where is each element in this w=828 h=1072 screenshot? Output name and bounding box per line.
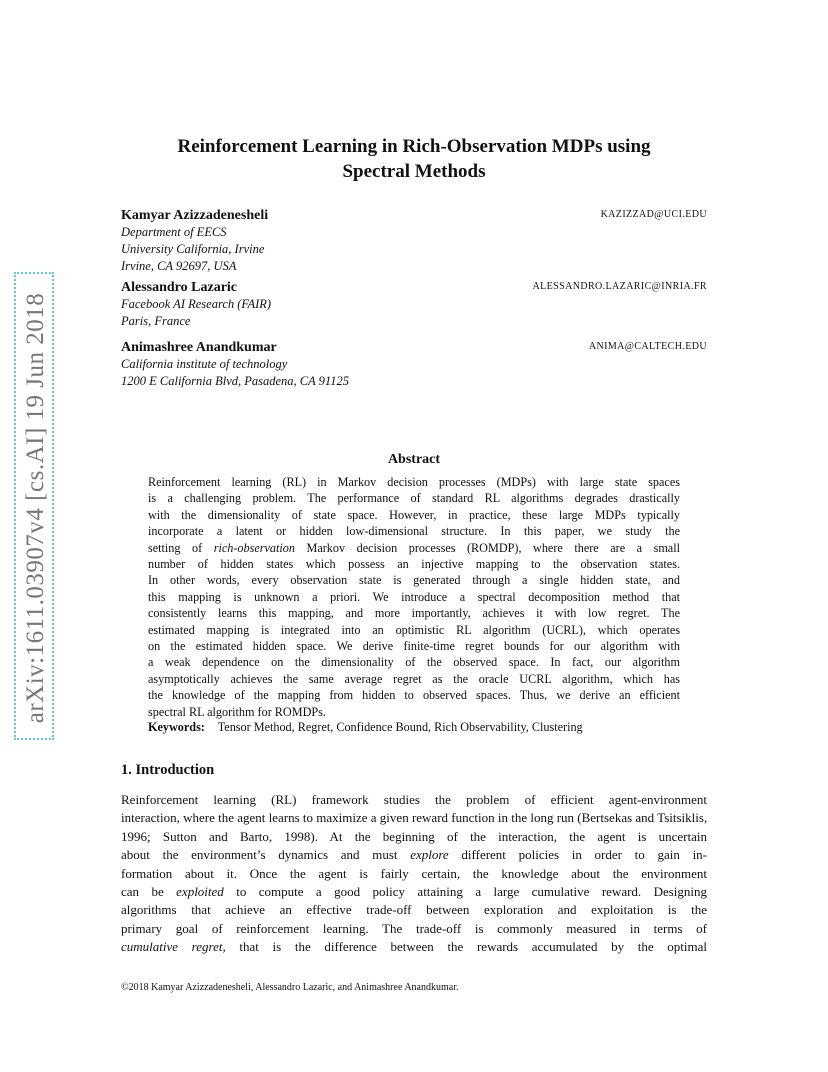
abstract-line: estimated mapping is integrated into an optimistic RL algorithm (UCRL), which operates [148, 622, 680, 637]
abstract-line: this mapping is unknown a priori. We introduce a spectral decomposition method that [148, 589, 680, 604]
intro-line [121, 846, 707, 864]
author-name: Kamyar Azizzadenesheli [121, 208, 269, 223]
author-affiliation-line: Irvine, CA 92697, USA [121, 259, 237, 273]
abstract-line: on the estimated hidden space. We derive finite-time regret bounds for our algorithm with [148, 639, 680, 654]
arxiv-identifier: arXiv:1611.03907v4 [cs.AI] 19 Jun 2018 [22, 292, 49, 724]
keywords-text: Tensor Method, Regret, Confidence Bound, Rich Observability, Clustering [217, 720, 583, 734]
intro-line [121, 938, 707, 956]
intro-text: , that is the difference between the rewards accumulated by the optimal [222, 939, 707, 955]
intro-body [121, 791, 707, 957]
title-line: Reinforcement Learning in Rich-Observation MDPs using [177, 136, 651, 157]
emphasis-text: exploited [176, 884, 224, 900]
abstract-line: the knowledge of the mapping from hidden to observed spaces. Thus, we derive an efficient [148, 688, 680, 703]
intro-line: interaction, where the agent learns to maximize a given reward function in the long run (Bertsekas and Tsitsiklis, [121, 810, 708, 826]
abstract-line: incorporate a latent or hidden low-dimensional structure. In this paper, we study the [148, 524, 680, 539]
intro-text: about the environment’s dynamics and must [121, 847, 398, 863]
author-name: Alessandro Lazaric [121, 280, 238, 295]
author-affiliation-line: California institute of technology [121, 357, 288, 371]
abstract-line: a weak dependence on the dimensionality of the observed space. In fact, our algorithm [148, 655, 680, 670]
keywords-label: Keywords: [148, 720, 205, 734]
abstract-line: In other words, every observation state is generated through a single hidden state, and [148, 573, 680, 588]
intro-line: formation about it. Once the agent is fairly certain, the knowledge about the environment [121, 865, 707, 881]
abstract-line: with the dimensionality of state space. However, in practice, these large MDPs typically [148, 507, 680, 522]
abstract-text: setting of [148, 540, 203, 555]
author-affiliation-line: Department of EECS [121, 225, 227, 239]
abstract-line: is a challenging problem. The performance of standard RL algorithms degrades drastically [148, 491, 680, 506]
intro-text: to compute a good policy attaining a large cumulative reward. Designing [236, 884, 708, 900]
author-affiliation-line: Facebook AI Research (FAIR) [121, 297, 272, 311]
author-email[interactable]: ALESSANDRO.LAZARIC@INRIA.FR [532, 281, 707, 292]
intro-line: 1996; Sutton and Barto, 1998). At the beginning of the interaction, the agent is uncertain [121, 828, 707, 844]
arxiv-stamp [14, 272, 54, 740]
abstract-line: consistently learns this mapping, and more importantly, achieves it with low regret. The [148, 606, 680, 621]
author-block [121, 279, 707, 330]
intro-line: algorithms that achieve an effective trade-off between exploration and exploitation is the [121, 902, 707, 918]
paper-title [100, 134, 728, 184]
abstract-line: spectral RL algorithm for ROMDPs. [148, 704, 326, 719]
intro-text: different policies in order to gain in- [461, 847, 708, 863]
author-block [121, 339, 707, 390]
abstract-line [148, 540, 680, 556]
emphasis-text: rich-observation [213, 540, 295, 555]
author-email[interactable]: ANIMA@CALTECH.EDU [588, 341, 707, 352]
author-block [121, 207, 707, 275]
author-name: Animashree Anandkumar [121, 340, 277, 355]
emphasis-text: explore [410, 847, 449, 863]
emphasis-text: cumulative regret [121, 939, 223, 955]
intro-line [121, 883, 707, 901]
author-affiliation-line: Paris, France [121, 314, 191, 328]
keywords [148, 720, 583, 735]
abstract-body [148, 474, 680, 720]
intro-line: primary goal of reinforcement learning. The trade-off is commonly measured in terms of [121, 920, 707, 936]
author-affiliation-line: 1200 E California Blvd, Pasadena, CA 91125 [121, 374, 350, 388]
section-heading: 1. Introduction [121, 762, 215, 778]
author-affiliation-line: University California, Irvine [121, 242, 265, 256]
intro-line: Reinforcement learning (RL) framework studies the problem of efficient agent-environment [121, 792, 707, 807]
copyright-footer: ©2018 Kamyar Azizzadenesheli, Alessandro Lazaric, and Animashree Anandkumar. [121, 982, 459, 993]
abstract-line: Reinforcement learning (RL) in Markov decision processes (MDPs) with large state spaces [148, 475, 680, 489]
title-line: Spectral Methods [342, 161, 486, 182]
abstract-line: asymptotically achieves the same average regret as the oracle UCRL algorithm, which has [148, 671, 680, 686]
abstract-heading: Abstract [387, 452, 441, 467]
intro-text: can be [121, 884, 164, 900]
abstract-text: Markov decision processes (ROMDP), where there are a small [306, 540, 680, 555]
abstract-line: number of hidden states which possess an injective mapping to the observation states. [148, 557, 680, 572]
author-email[interactable]: KAZIZZAD@UCI.EDU [600, 209, 707, 220]
